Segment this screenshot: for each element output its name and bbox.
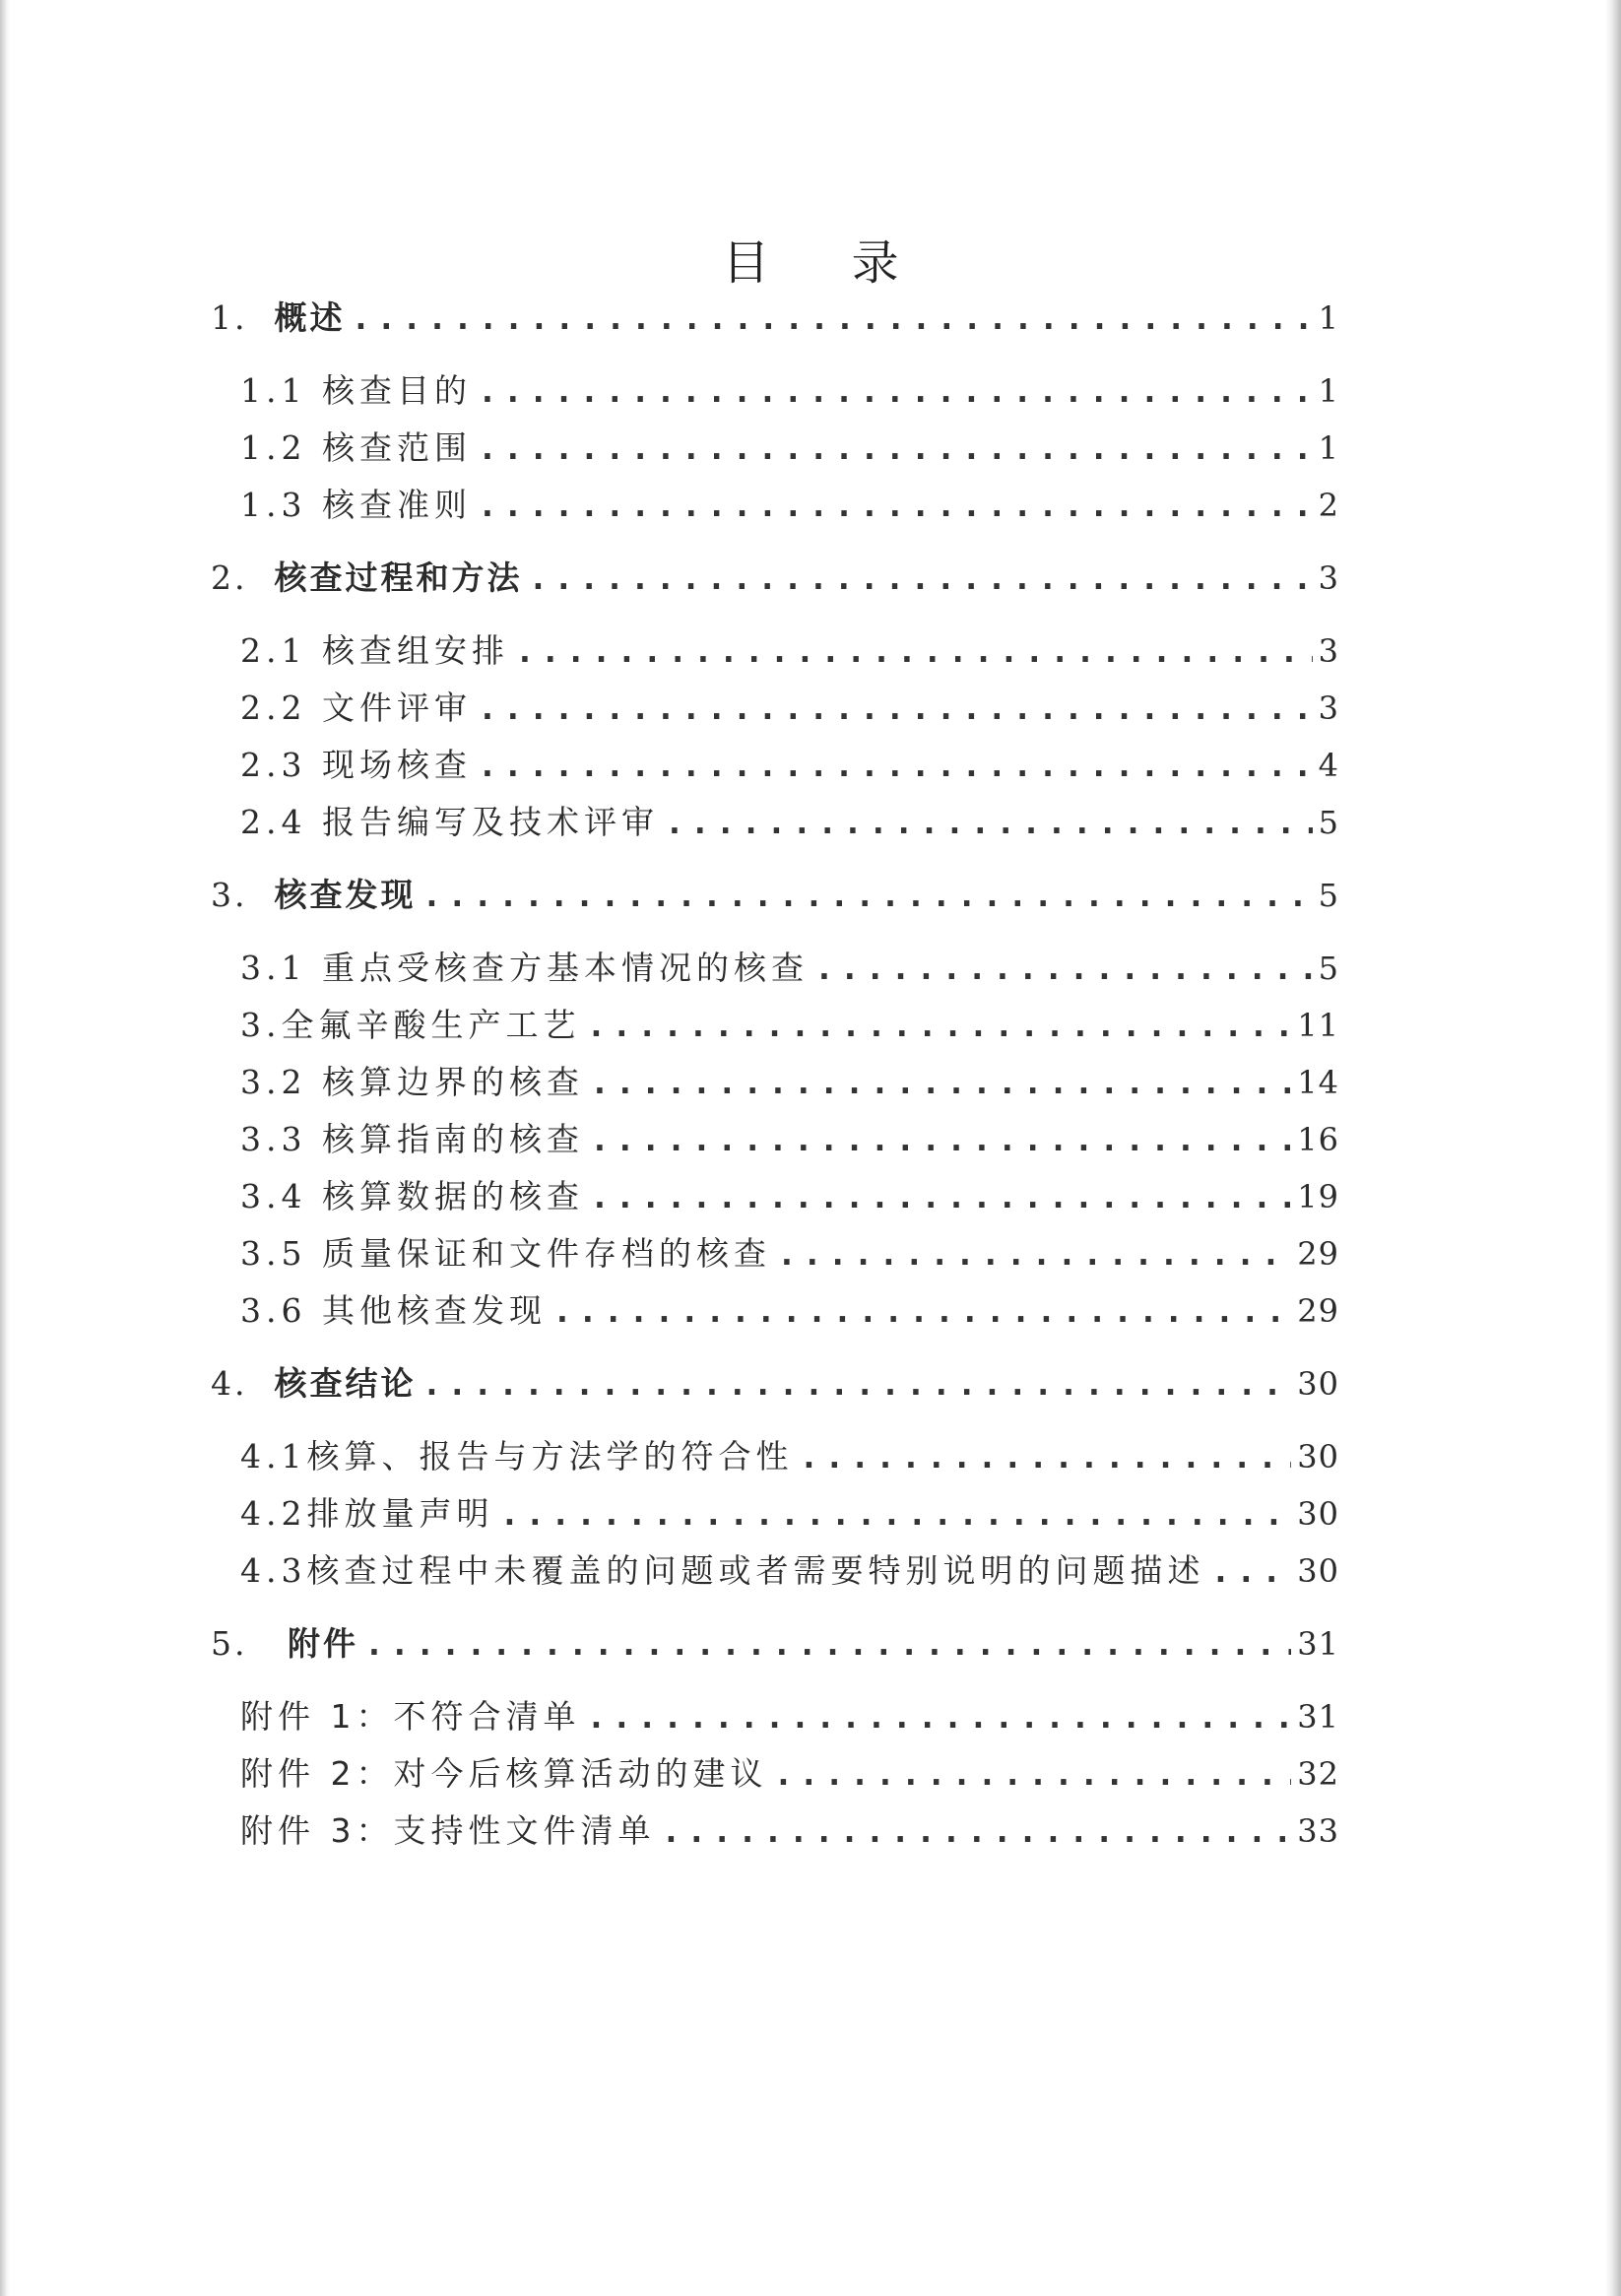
toc-subsection-entry[interactable] [240,424,1339,473]
toc-dot-leader [774,1749,1292,1799]
page-title: 目 录 [722,235,933,292]
toc-page-number: 11 [1297,1007,1339,1044]
toc-page-number: 30 [1297,1438,1339,1476]
toc-page-number: 30 [1297,1552,1339,1590]
toc-dot-leader [587,1692,1292,1741]
toc-page-number: 1 [1318,429,1339,467]
toc-page-number: 3 [1318,632,1339,670]
toc-page-number: 5 [1318,804,1339,841]
toc-entry-title: 核查范围 [321,428,472,467]
toc-section-entry[interactable] [211,1619,1339,1669]
toc-entry-title: 核查过程中未覆盖的问题或者需要特别说明的问题描述 [306,1551,1205,1590]
toc-page-number: 3 [1318,689,1339,727]
toc-entry-title: 核查准则 [321,486,472,524]
toc-dot-leader [799,1432,1291,1481]
toc-subsection-entry[interactable] [240,1806,1339,1856]
toc-entry-number: 5. [211,1624,288,1663]
toc-dot-leader [777,1229,1291,1279]
toc-entry-title: 附件 3：支持性文件清单 [240,1811,656,1850]
toc-page-number: 29 [1297,1292,1339,1330]
toc-dot-leader [590,1058,1291,1107]
toc-page-number: 1 [1318,372,1339,410]
toc-entry-number: 2.1 [240,631,322,670]
toc-entry-number: 4.1 [240,1437,307,1476]
toc-subsection-entry[interactable] [240,1058,1339,1107]
toc-entry-number: 2.3 [240,746,322,784]
toc-dot-leader [478,366,1313,416]
toc-entry-title: 核查目的 [321,371,472,410]
toc-entry-number: 4.3 [240,1551,307,1590]
toc-page-number: 16 [1297,1121,1339,1158]
toc-subsection-entry[interactable] [240,1229,1339,1279]
toc-dot-leader [590,1115,1291,1164]
toc-page-number: 30 [1297,1495,1339,1533]
toc-dot-leader [552,1286,1291,1336]
toc-entry-title: 核查结论 [274,1364,417,1403]
toc-entry-title: 附件 2：对今后核算活动的建议 [240,1754,768,1793]
toc-subsection-entry[interactable] [240,1432,1339,1481]
toc-subsection-entry[interactable] [240,481,1339,530]
toc-section-entry[interactable] [211,294,1339,343]
toc-page-number: 14 [1297,1064,1339,1101]
toc-entry-number: 3.2 [240,1063,322,1101]
toc-entry-title: 核算指南的核查 [321,1120,584,1158]
toc-dot-leader [364,1619,1291,1669]
toc-entry-number: 1.3 [240,486,322,524]
toc-entry-title: 全氟辛酸生产工艺 [281,1006,581,1044]
toc-entry-title: 附件 [287,1624,358,1663]
toc-subsection-entry[interactable] [240,1749,1339,1799]
toc-dot-leader [665,798,1313,847]
toc-subsection-entry[interactable] [240,684,1339,733]
toc-page-number: 4 [1318,747,1339,784]
toc-dot-leader [478,481,1313,530]
toc-entry-title: 核算、报告与方法学的符合性 [306,1437,794,1476]
toc-entry-number: 1.2 [240,428,322,467]
toc-entry-title: 核查过程和方法 [274,558,523,597]
toc-dot-leader [421,871,1312,920]
toc-section-entry[interactable] [211,871,1339,920]
toc-subsection-entry[interactable] [240,1692,1339,1741]
toc-entry-title: 现场核查 [321,746,472,784]
toc-entry-number: 1. [211,298,275,337]
toc-entry-title: 其他核查发现 [321,1291,547,1330]
toc-page-number: 5 [1318,950,1339,987]
toc-entry-number: 3.4 [240,1177,322,1215]
toc-dot-leader [1210,1546,1291,1596]
toc-section-entry[interactable] [211,554,1339,603]
toc-entry-title: 排放量声明 [306,1494,494,1533]
toc-entry-number: 3. [211,876,275,914]
toc-subsection-entry[interactable] [240,798,1339,847]
toc-dot-leader [528,554,1312,603]
toc-dot-leader [351,294,1312,343]
toc-page-number: 19 [1297,1178,1339,1215]
toc-entry-title: 质量保证和文件存档的核查 [321,1234,771,1273]
toc-dot-leader [515,626,1313,676]
toc-entry-number: 1.1 [240,371,322,410]
toc-dot-leader [478,424,1313,473]
toc-entry-title: 概述 [274,298,346,337]
toc-page-number: 5 [1318,877,1339,914]
toc-page-number: 3 [1318,559,1339,597]
toc-entry-number: 3.5 [240,1234,322,1273]
toc-dot-leader [478,741,1313,790]
toc-entry-title: 文件评审 [321,689,472,727]
toc-page-number: 33 [1297,1812,1339,1850]
toc-entry-number: 4. [211,1364,275,1403]
toc-page-number: 31 [1297,1625,1339,1663]
toc-section-entry[interactable] [211,1359,1339,1409]
toc-entry-title: 核算数据的核查 [321,1177,584,1215]
toc-subsection-entry[interactable] [240,626,1339,676]
toc-dot-leader [662,1806,1292,1856]
toc-entry-number: 2.4 [240,803,322,841]
toc-entry-title: 附件 1：不符合清单 [240,1697,581,1736]
toc-entry-title: 核查组安排 [321,631,509,670]
toc-subsection-entry[interactable] [240,1489,1339,1539]
toc-entry-number: 3.3 [240,1120,322,1158]
toc-subsection-entry[interactable] [240,741,1339,790]
toc-dot-leader [421,1359,1291,1409]
toc-dot-leader [499,1489,1291,1539]
toc-entry-title: 核查发现 [274,876,417,914]
toc-entry-number: 3. [240,1006,282,1044]
toc-page-number: 32 [1297,1755,1339,1793]
toc-subsection-entry[interactable] [240,1546,1339,1596]
toc-entry-number: 2. [211,558,275,597]
toc-subsection-entry[interactable] [240,366,1339,416]
toc-dot-leader [587,1001,1292,1050]
toc-subsection-entry[interactable] [240,1172,1339,1221]
toc-dot-leader [590,1172,1291,1221]
toc-entry-number: 3.1 [240,949,322,987]
toc-entry-number: 3.6 [240,1291,322,1330]
toc-subsection-entry[interactable] [240,1001,1339,1050]
toc-entry-number: 4.2 [240,1494,307,1533]
toc-entry-title: 重点受核查方基本情况的核查 [321,949,809,987]
toc-entry-number: 2.2 [240,689,322,727]
toc-page-number: 1 [1318,299,1339,337]
toc-dot-leader [478,684,1313,733]
toc-subsection-entry[interactable] [240,1286,1339,1336]
toc-entry-title: 报告编写及技术评审 [321,803,659,841]
toc-page-number: 31 [1297,1698,1339,1736]
toc-page-number: 30 [1297,1365,1339,1403]
toc-dot-leader [814,944,1313,993]
toc-page-number: 2 [1318,487,1339,524]
toc-page-number: 29 [1297,1235,1339,1273]
toc-subsection-entry[interactable] [240,944,1339,993]
toc-subsection-entry[interactable] [240,1115,1339,1164]
toc-entry-title: 核算边界的核查 [321,1063,584,1101]
